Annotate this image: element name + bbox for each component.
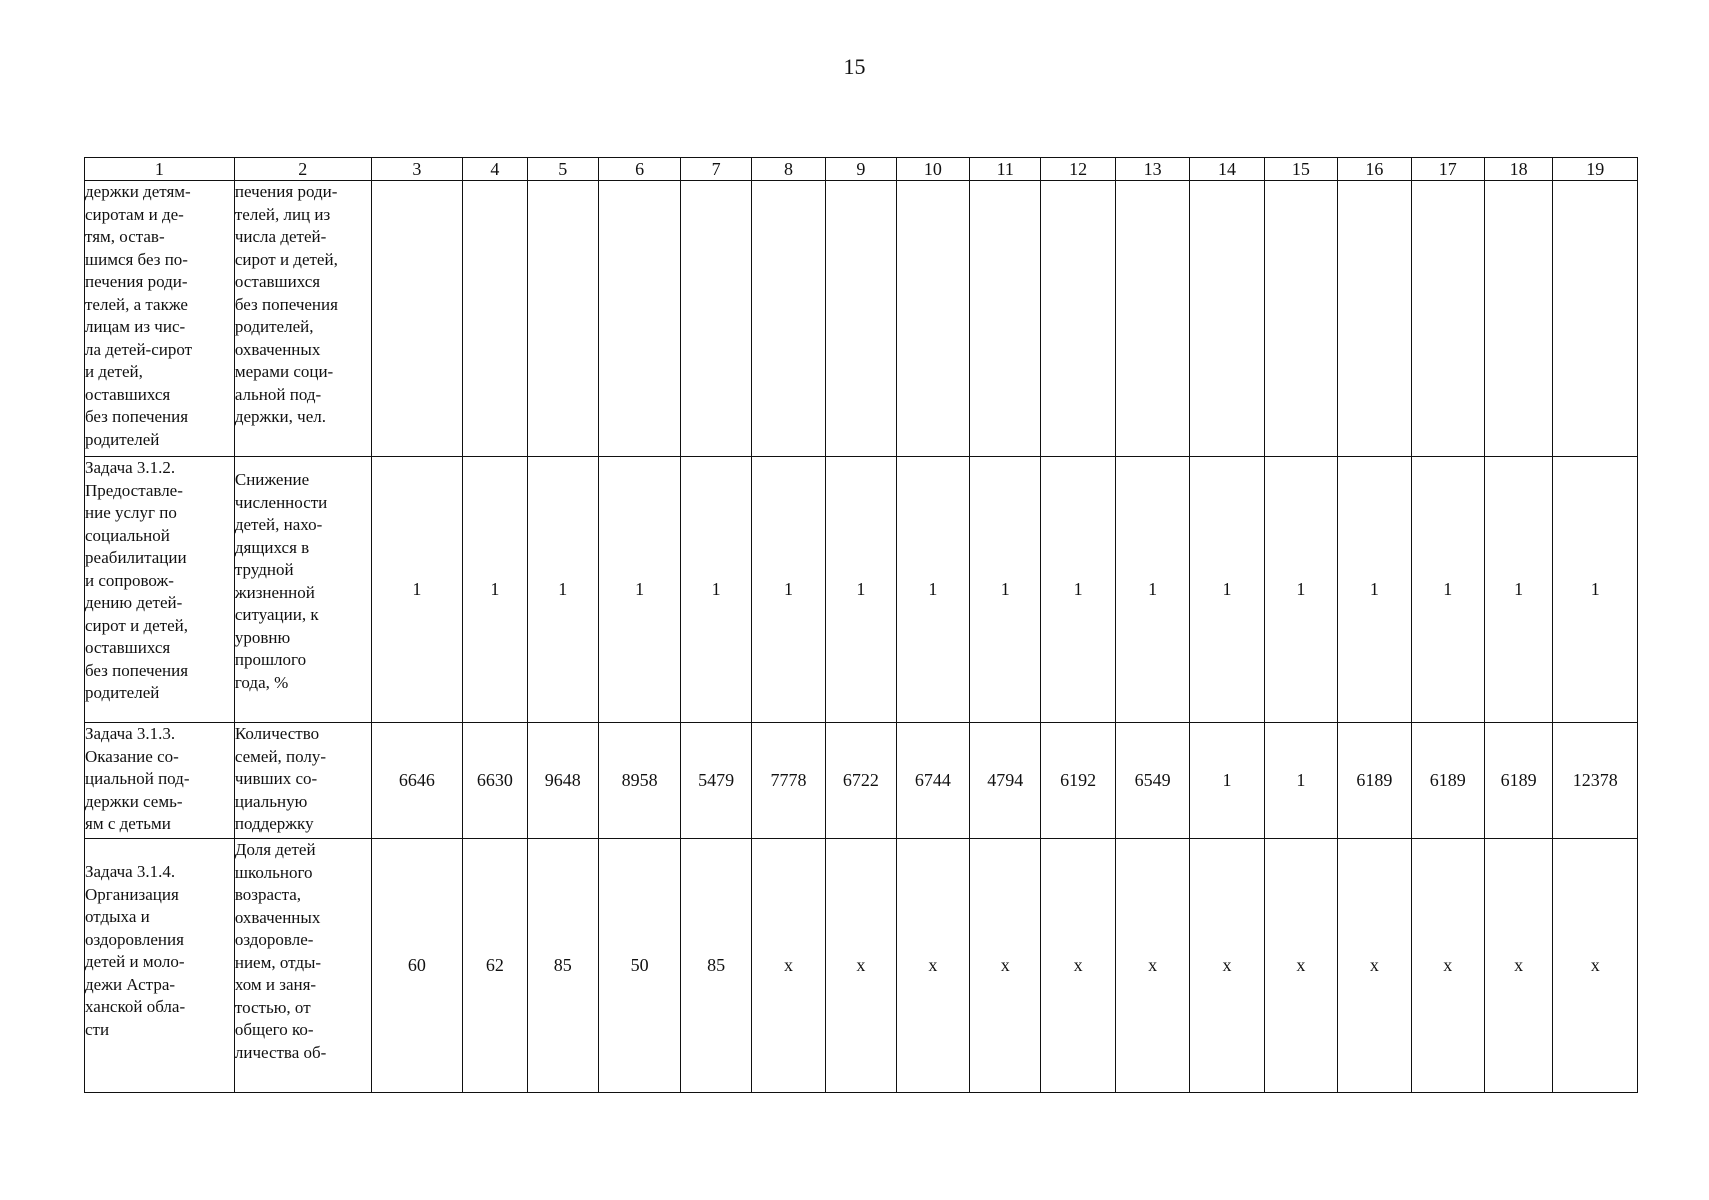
value-cell: 8958 — [598, 723, 680, 839]
column-header-10: 10 — [896, 158, 969, 181]
column-header-9: 9 — [826, 158, 896, 181]
task-cell: Задача 3.1.2. Предоставле- ние услуг по социальной реабилитации и сопровож- дению детей- сирот и детей, оставшихся без попечения родителей — [85, 457, 235, 723]
value-cell: 1 — [896, 457, 969, 723]
value-cell: 85 — [681, 839, 751, 1093]
task-cell: Задача 3.1.4. Организация отдыха и оздоровления детей и моло- дежи Астра- ханской обла- сти — [85, 839, 235, 1093]
value-cell — [463, 181, 527, 457]
task-cell: держки детям- сиротам и де- тям, остав- шимся без по- печения роди- телей, а также лицам из чис- ла детей-сирот и детей, оставшихся без попечения родителей — [85, 181, 235, 457]
table-row — [85, 181, 1638, 457]
value-cell: х — [1264, 839, 1337, 1093]
value-cell: 85 — [527, 839, 598, 1093]
column-header-8: 8 — [751, 158, 825, 181]
column-header-1: 1 — [85, 158, 235, 181]
column-header-5: 5 — [527, 158, 598, 181]
value-cell: х — [1115, 839, 1189, 1093]
column-header-13: 13 — [1115, 158, 1189, 181]
value-cell — [1484, 181, 1552, 457]
value-cell: х — [751, 839, 825, 1093]
column-header-12: 12 — [1041, 158, 1115, 181]
value-cell: 1 — [751, 457, 825, 723]
indicator-cell: Доля детей школьного возраста, охваченных оздоровле- нием, отды- хом и заня- тостью, от общего ко- личества об- — [234, 839, 371, 1093]
value-cell: 1 — [970, 457, 1041, 723]
value-cell: 1 — [463, 457, 527, 723]
column-header-7: 7 — [681, 158, 751, 181]
value-cell: 62 — [463, 839, 527, 1093]
column-header-15: 15 — [1264, 158, 1337, 181]
value-cell — [527, 181, 598, 457]
value-cell: х — [1338, 839, 1411, 1093]
value-cell: х — [1041, 839, 1115, 1093]
value-cell: 5479 — [681, 723, 751, 839]
value-cell: 6189 — [1338, 723, 1411, 839]
value-cell — [371, 181, 463, 457]
value-cell: 1 — [1338, 457, 1411, 723]
column-header-17: 17 — [1411, 158, 1484, 181]
value-cell: х — [1190, 839, 1264, 1093]
value-cell: 1 — [1041, 457, 1115, 723]
value-cell — [896, 181, 969, 457]
column-header-18: 18 — [1484, 158, 1552, 181]
value-cell: х — [1484, 839, 1552, 1093]
value-cell: 1 — [1264, 723, 1337, 839]
value-cell: 6189 — [1484, 723, 1552, 839]
column-header-4: 4 — [463, 158, 527, 181]
value-cell: х — [1553, 839, 1638, 1093]
value-cell — [751, 181, 825, 457]
column-header-2: 2 — [234, 158, 371, 181]
column-header-19: 19 — [1553, 158, 1638, 181]
value-cell: 6192 — [1041, 723, 1115, 839]
column-header-11: 11 — [970, 158, 1041, 181]
indicator-table — [84, 157, 1638, 1093]
value-cell: 6630 — [463, 723, 527, 839]
table-row — [85, 457, 1638, 723]
value-cell — [970, 181, 1041, 457]
indicator-cell: Количество семей, полу- чивших со- циальную поддержку — [234, 723, 371, 839]
value-cell: 7778 — [751, 723, 825, 839]
value-cell: 50 — [598, 839, 680, 1093]
task-cell: Задача 3.1.3. Оказание со- циальной под- держки семь- ям с детьми — [85, 723, 235, 839]
indicator-cell: Снижение численности детей, нахо- дящихся в трудной жизненной ситуации, к уровню прошлого года, % — [234, 457, 371, 723]
value-cell: 1 — [681, 457, 751, 723]
value-cell: 12378 — [1553, 723, 1638, 839]
column-header-6: 6 — [598, 158, 680, 181]
value-cell: 4794 — [970, 723, 1041, 839]
value-cell: 6744 — [896, 723, 969, 839]
table-row — [85, 723, 1638, 839]
value-cell — [1553, 181, 1638, 457]
value-cell: 6549 — [1115, 723, 1189, 839]
value-cell — [826, 181, 896, 457]
value-cell: 9648 — [527, 723, 598, 839]
value-cell — [598, 181, 680, 457]
table-row — [85, 839, 1638, 1093]
value-cell: 1 — [1553, 457, 1638, 723]
value-cell: 1 — [1190, 457, 1264, 723]
value-cell: 1 — [1484, 457, 1552, 723]
column-header-3: 3 — [371, 158, 463, 181]
value-cell: 6646 — [371, 723, 463, 839]
value-cell: 1 — [371, 457, 463, 723]
value-cell: 1 — [1190, 723, 1264, 839]
column-header-14: 14 — [1190, 158, 1264, 181]
table-header-row — [85, 158, 1638, 181]
value-cell — [681, 181, 751, 457]
page-number: 15 — [843, 54, 866, 79]
value-cell: 1 — [527, 457, 598, 723]
indicator-cell: печения роди- телей, лиц из числа детей- сирот и детей, оставшихся без попечения родителей, охваченных мерами соци- альной под- держки, чел. — [234, 181, 371, 457]
value-cell: х — [896, 839, 969, 1093]
value-cell — [1338, 181, 1411, 457]
value-cell — [1411, 181, 1484, 457]
value-cell: х — [1411, 839, 1484, 1093]
value-cell: 6722 — [826, 723, 896, 839]
value-cell: 6189 — [1411, 723, 1484, 839]
value-cell: 60 — [371, 839, 463, 1093]
value-cell: 1 — [1264, 457, 1337, 723]
value-cell — [1190, 181, 1264, 457]
value-cell — [1264, 181, 1337, 457]
value-cell: 1 — [598, 457, 680, 723]
value-cell: х — [970, 839, 1041, 1093]
value-cell: 1 — [1115, 457, 1189, 723]
value-cell — [1115, 181, 1189, 457]
table-body — [85, 181, 1638, 1093]
value-cell — [1041, 181, 1115, 457]
value-cell: 1 — [826, 457, 896, 723]
value-cell: 1 — [1411, 457, 1484, 723]
column-header-16: 16 — [1338, 158, 1411, 181]
value-cell: х — [826, 839, 896, 1093]
